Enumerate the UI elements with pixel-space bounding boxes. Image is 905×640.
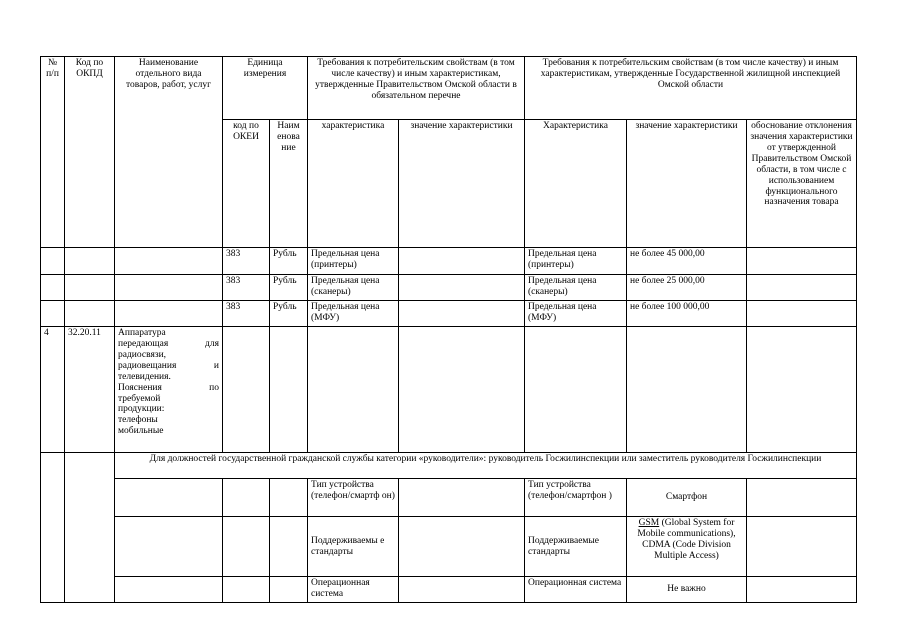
name-line: передающая для [118,338,219,349]
name-line: продукции: [118,404,165,415]
table-row [41,577,857,603]
table-row [41,479,857,517]
header-value-gov: значение характеристики [399,120,525,248]
header-okpd: Код по ОКПД [65,57,115,248]
cell-okpd: 32.20.11 [65,327,115,453]
name-line: телефоны [118,415,158,426]
cell-value-insp [627,517,747,577]
cell-okei: 383 [223,301,270,327]
cell-char-gov: Предельная цена (сканеры) [308,275,399,301]
table-row [41,517,857,577]
header-num: № п/п [41,57,65,248]
category-row [41,453,857,479]
table-row [41,275,857,301]
table-row-item-4 [41,327,857,453]
cell-char-insp: Поддерживаемые стандарты [525,517,627,577]
cell-unit: Рубль [270,248,308,275]
cell-value-insp: не более 25 000,00 [627,275,747,301]
category-text: Для должностей государственной гражданской службы категории «руководители»: руководитель Госжилинспекции или заместитель руководителя Госжилинспекции [115,453,857,479]
header-value-insp: значение характеристики [627,120,747,248]
name-line: телевидения. [118,371,171,382]
header-name: Наименование отдельного вида товаров, работ, услуг [115,57,223,248]
gsm-link-text: GSM [638,518,660,528]
header-row-1 [41,57,857,120]
header-unit: Единица измерения [223,57,308,120]
table-row [41,248,857,275]
cell-value-insp: Не важно [627,577,747,603]
name-line: Аппаратура [118,328,166,338]
cell-okei: 383 [223,275,270,301]
document-page [40,56,857,603]
cell-value-insp: не более 45 000,00 [627,248,747,275]
name-line: радиосвязи, [118,349,167,360]
requirements-table [40,56,857,603]
cell-char-gov: Поддерживаемы е стандарты [308,517,399,577]
cell-num: 4 [41,327,65,453]
cell-char-insp: Операционная система [525,577,627,603]
header-req-insp: Требования к потребительским свойствам (в том числе качеству) и иным характеристикам, утвержденные Государственной жилищной инспекцией Омской области [525,57,857,120]
cell-char-insp: Тип устройства (телефон/смартфон ) [525,479,627,517]
cell-char-gov: Тип устройства (телефон/смартф он) [308,479,399,517]
cell-unit: Рубль [270,275,308,301]
cell-char-gov: Операционная система [308,577,399,603]
cell-char-gov: Предельная цена (принтеры) [308,248,399,275]
standards-text: (Global System for Mobile communications), CDMA (Code Division Multiple Access) [637,518,736,561]
header-char-insp: Характеристика [525,120,627,248]
cell-value-insp: Смартфон [627,479,747,517]
header-char-gov: характеристика [308,120,399,248]
cell-okei: 383 [223,248,270,275]
cell-unit: Рубль [270,301,308,327]
name-line: Пояснения по [118,382,219,393]
table-row [41,301,857,327]
cell-item-name [115,327,223,453]
header-unit-name: Наим енова ние [270,120,308,248]
header-okei: код по ОКЕИ [223,120,270,248]
cell-char-gov: Предельная цена (МФУ) [308,301,399,327]
name-line: радиовещания и [118,360,219,371]
cell-char-insp: Предельная цена (сканеры) [525,275,627,301]
cell-value-insp: не более 100 000,00 [627,301,747,327]
name-line: требуемой [118,393,161,404]
name-line: мобильные [118,426,164,437]
header-justification: обоснование отклонения значения характеристики от утвержденной Правительством Омской области, в том числе с использованием функционального назначения товара [747,120,857,248]
header-req-gov: Требования к потребительским свойствам (в том числе качеству) и иным характеристикам, утвержденные Правительством Омской области в обязательном перечне [308,57,525,120]
cell-char-insp: Предельная цена (МФУ) [525,301,627,327]
cell-char-insp: Предельная цена (принтеры) [525,248,627,275]
